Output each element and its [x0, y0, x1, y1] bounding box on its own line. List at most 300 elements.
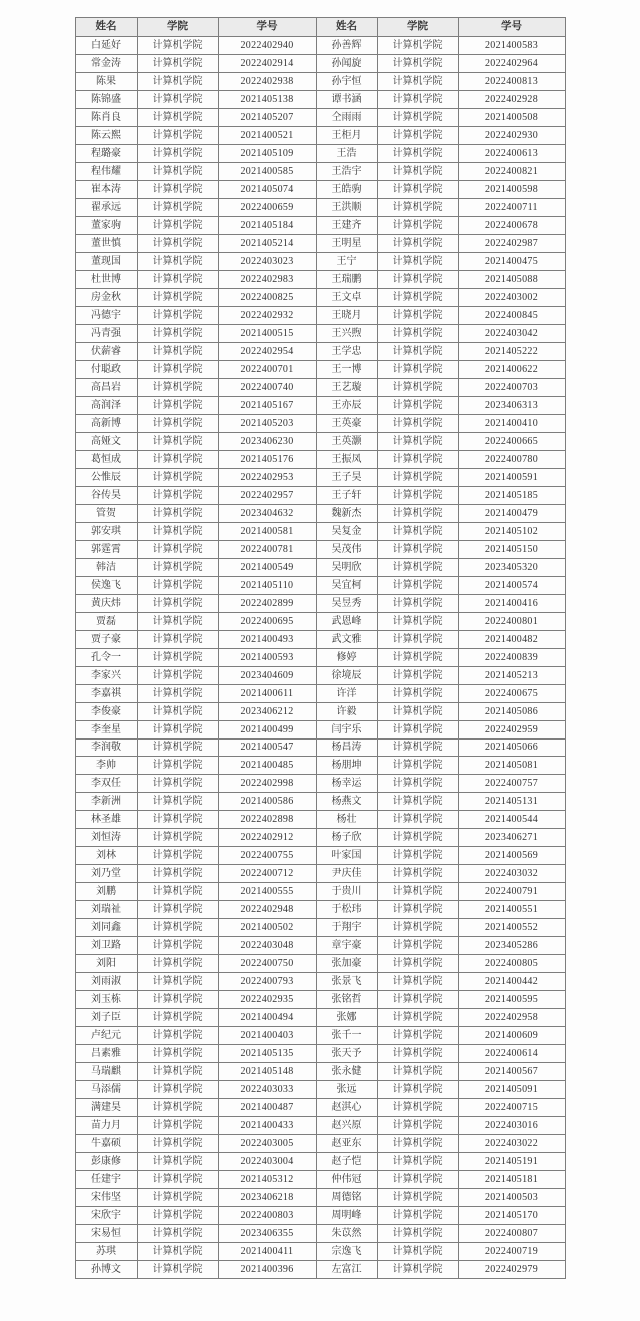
cell-college-right: 计算机学院	[377, 523, 458, 541]
cell-college-right: 计算机学院	[377, 199, 458, 217]
cell-college-left: 计算机学院	[137, 1045, 218, 1063]
cell-id-right: 2021405222	[458, 343, 565, 361]
cell-name-left: 管贺	[75, 505, 137, 523]
cell-name-left: 马瑞麒	[75, 1063, 137, 1081]
cell-name-right: 孙善辉	[316, 37, 377, 55]
cell-id-left: 2022402983	[218, 271, 316, 289]
cell-college-left: 计算机学院	[137, 1117, 218, 1135]
cell-name-left: 李奎星	[75, 721, 137, 739]
cell-college-right: 计算机学院	[377, 1027, 458, 1045]
table-row	[75, 901, 565, 919]
cell-id-right: 2021400552	[458, 919, 565, 937]
cell-id-left: 2021405214	[218, 235, 316, 253]
cell-id-right: 2023405286	[458, 937, 565, 955]
cell-id-left: 2022402914	[218, 55, 316, 73]
cell-name-left: 宋欣宇	[75, 1207, 137, 1225]
cell-college-right: 计算机学院	[377, 487, 458, 505]
cell-name-right: 吴茂伟	[316, 541, 377, 559]
cell-college-right: 计算机学院	[377, 505, 458, 523]
cell-id-left: 2021405312	[218, 1171, 316, 1189]
table-row	[75, 649, 565, 667]
header-college-left: 学院	[137, 18, 218, 37]
cell-name-left: 陈肖良	[75, 109, 137, 127]
cell-college-right: 计算机学院	[377, 541, 458, 559]
cell-college-left: 计算机学院	[137, 793, 218, 811]
cell-id-left: 2021405110	[218, 577, 316, 595]
cell-id-left: 2023406355	[218, 1225, 316, 1243]
cell-name-left: 董家驹	[75, 217, 137, 235]
cell-id-left: 2022400825	[218, 289, 316, 307]
cell-id-left: 2022400659	[218, 199, 316, 217]
cell-id-left: 2021400485	[218, 757, 316, 775]
cell-college-left: 计算机学院	[137, 1081, 218, 1099]
table-row	[75, 1081, 565, 1099]
table-row	[75, 685, 565, 703]
table-row	[75, 415, 565, 433]
cell-id-left: 2021405138	[218, 91, 316, 109]
cell-name-left: 冯德宇	[75, 307, 137, 325]
table-row	[75, 1171, 565, 1189]
cell-college-right: 计算机学院	[377, 991, 458, 1009]
cell-name-right: 王浩	[316, 145, 377, 163]
table-row	[75, 253, 565, 271]
cell-name-right: 于贵川	[316, 883, 377, 901]
cell-id-right: 2021400595	[458, 991, 565, 1009]
cell-id-left: 2022402935	[218, 991, 316, 1009]
cell-college-left: 计算机学院	[137, 379, 218, 397]
cell-name-left: 刘玉栋	[75, 991, 137, 1009]
cell-id-right: 2021400622	[458, 361, 565, 379]
cell-college-left: 计算机学院	[137, 37, 218, 55]
cell-college-right: 计算机学院	[377, 1261, 458, 1279]
cell-name-right: 王洪顺	[316, 199, 377, 217]
cell-name-right: 魏新杰	[316, 505, 377, 523]
cell-name-left: 贾子豪	[75, 631, 137, 649]
cell-college-left: 计算机学院	[137, 1063, 218, 1081]
cell-id-left: 2022402957	[218, 487, 316, 505]
cell-college-left: 计算机学院	[137, 775, 218, 793]
cell-name-right: 吴复金	[316, 523, 377, 541]
cell-id-right: 2023406313	[458, 397, 565, 415]
cell-name-left: 付聪政	[75, 361, 137, 379]
cell-college-right: 计算机学院	[377, 73, 458, 91]
cell-id-right: 2021400503	[458, 1189, 565, 1207]
cell-college-left: 计算机学院	[137, 1027, 218, 1045]
cell-id-left: 2022402998	[218, 775, 316, 793]
cell-id-right: 2022400678	[458, 217, 565, 235]
cell-name-right: 王英豪	[316, 415, 377, 433]
cell-id-right: 2022400715	[458, 1099, 565, 1117]
cell-id-left: 2021400487	[218, 1099, 316, 1117]
table-row	[75, 217, 565, 235]
table-row	[75, 1009, 565, 1027]
table-header	[75, 18, 565, 37]
cell-id-left: 2023404632	[218, 505, 316, 523]
cell-name-left: 刘瑞祉	[75, 901, 137, 919]
cell-name-right: 于翔宇	[316, 919, 377, 937]
cell-college-left: 计算机学院	[137, 1225, 218, 1243]
cell-id-left: 2022402954	[218, 343, 316, 361]
cell-college-left: 计算机学院	[137, 1153, 218, 1171]
table-row	[75, 145, 565, 163]
cell-id-left: 2022400750	[218, 955, 316, 973]
cell-name-left: 常金涛	[75, 55, 137, 73]
cell-name-right: 章宇豪	[316, 937, 377, 955]
cell-id-left: 2021400521	[218, 127, 316, 145]
cell-college-left: 计算机学院	[137, 973, 218, 991]
cell-college-left: 计算机学院	[137, 721, 218, 739]
cell-name-left: 公惟辰	[75, 469, 137, 487]
cell-college-right: 计算机学院	[377, 271, 458, 289]
table-row	[75, 991, 565, 1009]
cell-id-left: 2022402948	[218, 901, 316, 919]
cell-name-left: 刘阳	[75, 955, 137, 973]
table-row	[75, 1189, 565, 1207]
cell-name-right: 张娜	[316, 1009, 377, 1027]
cell-id-left: 2021400586	[218, 793, 316, 811]
cell-college-right: 计算机学院	[377, 163, 458, 181]
cell-college-right: 计算机学院	[377, 433, 458, 451]
cell-name-left: 侯逸飞	[75, 577, 137, 595]
cell-college-right: 计算机学院	[377, 1045, 458, 1063]
table-row	[75, 343, 565, 361]
cell-id-left: 2022403048	[218, 937, 316, 955]
cell-college-right: 计算机学院	[377, 289, 458, 307]
header-college-right: 学院	[377, 18, 458, 37]
table-row	[75, 163, 565, 181]
cell-name-left: 谷传昊	[75, 487, 137, 505]
cell-name-right: 许毅	[316, 703, 377, 721]
cell-college-right: 计算机学院	[377, 253, 458, 271]
cell-name-right: 赵兴原	[316, 1117, 377, 1135]
table-row	[75, 289, 565, 307]
table-row	[75, 37, 565, 55]
cell-name-right: 武文雅	[316, 631, 377, 649]
cell-college-left: 计算机学院	[137, 163, 218, 181]
cell-id-right: 2022400807	[458, 1225, 565, 1243]
cell-college-right: 计算机学院	[377, 559, 458, 577]
cell-name-left: 伏薪睿	[75, 343, 137, 361]
table-row	[75, 397, 565, 415]
cell-id-right: 2022402959	[458, 721, 565, 739]
cell-id-left: 2022400781	[218, 541, 316, 559]
cell-name-left: 董现国	[75, 253, 137, 271]
cell-college-left: 计算机学院	[137, 829, 218, 847]
cell-college-right: 计算机学院	[377, 847, 458, 865]
cell-id-left: 2022402898	[218, 811, 316, 829]
cell-college-right: 计算机学院	[377, 955, 458, 973]
cell-name-right: 王英灏	[316, 433, 377, 451]
cell-id-left: 2021400411	[218, 1243, 316, 1261]
cell-name-right: 王明星	[316, 235, 377, 253]
cell-college-right: 计算机学院	[377, 973, 458, 991]
cell-id-right: 2022400703	[458, 379, 565, 397]
table-row	[75, 613, 565, 631]
table-row	[75, 523, 565, 541]
cell-name-right: 孙闻旋	[316, 55, 377, 73]
cell-name-left: 李润敬	[75, 739, 137, 757]
cell-name-left: 黄庆炜	[75, 595, 137, 613]
cell-id-right: 2022400839	[458, 649, 565, 667]
cell-name-left: 李双任	[75, 775, 137, 793]
cell-name-left: 郭安琪	[75, 523, 137, 541]
cell-name-right: 谭书涵	[316, 91, 377, 109]
cell-college-right: 计算机学院	[377, 1135, 458, 1153]
cell-college-right: 计算机学院	[377, 1063, 458, 1081]
cell-college-right: 计算机学院	[377, 793, 458, 811]
header-id-right: 学号	[458, 18, 565, 37]
cell-id-left: 2022402912	[218, 829, 316, 847]
cell-id-right: 2022402987	[458, 235, 565, 253]
table-row	[75, 955, 565, 973]
cell-college-left: 计算机学院	[137, 253, 218, 271]
cell-name-right: 王学忠	[316, 343, 377, 361]
cell-id-right: 2022402958	[458, 1009, 565, 1027]
cell-name-right: 王兴煦	[316, 325, 377, 343]
cell-college-right: 计算机学院	[377, 811, 458, 829]
cell-name-left: 陈锦盛	[75, 91, 137, 109]
cell-college-left: 计算机学院	[137, 1099, 218, 1117]
cell-name-right: 闫宇乐	[316, 721, 377, 739]
cell-name-left: 刘雨淑	[75, 973, 137, 991]
cell-id-right: 2021405185	[458, 487, 565, 505]
cell-college-left: 计算机学院	[137, 451, 218, 469]
cell-name-right: 武恩峰	[316, 613, 377, 631]
cell-college-right: 计算机学院	[377, 685, 458, 703]
cell-name-left: 高娅文	[75, 433, 137, 451]
cell-id-right: 2021405181	[458, 1171, 565, 1189]
cell-name-right: 吴宜柯	[316, 577, 377, 595]
cell-college-left: 计算机学院	[137, 487, 218, 505]
cell-name-left: 苗力月	[75, 1117, 137, 1135]
cell-college-right: 计算机学院	[377, 1225, 458, 1243]
table-row	[75, 127, 565, 145]
cell-name-left: 房金秋	[75, 289, 137, 307]
cell-name-right: 许洋	[316, 685, 377, 703]
table-row	[75, 1063, 565, 1081]
cell-name-left: 卢纪元	[75, 1027, 137, 1045]
cell-id-left: 2021405109	[218, 145, 316, 163]
table-row	[75, 325, 565, 343]
cell-id-left: 2021405148	[218, 1063, 316, 1081]
cell-name-left: 葛恒成	[75, 451, 137, 469]
cell-id-left: 2021400499	[218, 721, 316, 739]
cell-id-right: 2022403016	[458, 1117, 565, 1135]
table-row	[75, 1243, 565, 1261]
cell-id-left: 2021400581	[218, 523, 316, 541]
table-row	[75, 235, 565, 253]
cell-college-right: 计算机学院	[377, 325, 458, 343]
cell-id-right: 2021400544	[458, 811, 565, 829]
cell-name-left: 孙博文	[75, 1261, 137, 1279]
cell-name-right: 王艺璇	[316, 379, 377, 397]
table-row	[75, 577, 565, 595]
cell-name-left: 彭康修	[75, 1153, 137, 1171]
cell-name-right: 赵子恺	[316, 1153, 377, 1171]
cell-name-right: 王振凤	[316, 451, 377, 469]
cell-college-right: 计算机学院	[377, 217, 458, 235]
cell-college-left: 计算机学院	[137, 415, 218, 433]
cell-name-left: 郭霆霄	[75, 541, 137, 559]
cell-id-right: 2021405086	[458, 703, 565, 721]
cell-id-right: 2022402979	[458, 1261, 565, 1279]
cell-id-left: 2021400549	[218, 559, 316, 577]
table-row	[75, 919, 565, 937]
table-row	[75, 883, 565, 901]
table-row	[75, 307, 565, 325]
cell-id-right: 2021400416	[458, 595, 565, 613]
cell-name-right: 张千一	[316, 1027, 377, 1045]
cell-name-left: 苏琪	[75, 1243, 137, 1261]
cell-id-left: 2022402899	[218, 595, 316, 613]
cell-college-right: 计算机学院	[377, 37, 458, 55]
table-row	[75, 91, 565, 109]
student-table-body	[75, 37, 565, 1279]
cell-name-right: 王宁	[316, 253, 377, 271]
cell-college-left: 计算机学院	[137, 469, 218, 487]
table-row	[75, 361, 565, 379]
cell-college-right: 计算机学院	[377, 613, 458, 631]
cell-name-right: 于松玮	[316, 901, 377, 919]
cell-college-left: 计算机学院	[137, 703, 218, 721]
cell-name-right: 杨子欣	[316, 829, 377, 847]
cell-college-left: 计算机学院	[137, 613, 218, 631]
cell-id-right: 2022400801	[458, 613, 565, 631]
cell-id-right: 2021400410	[458, 415, 565, 433]
cell-college-right: 计算机学院	[377, 1117, 458, 1135]
cell-id-right: 2021405081	[458, 757, 565, 775]
cell-id-left: 2021400555	[218, 883, 316, 901]
cell-college-right: 计算机学院	[377, 415, 458, 433]
cell-id-left: 2022400755	[218, 847, 316, 865]
table-row	[75, 109, 565, 127]
cell-name-left: 杜世博	[75, 271, 137, 289]
cell-name-right: 王子轩	[316, 487, 377, 505]
cell-id-left: 2021400403	[218, 1027, 316, 1045]
cell-id-right: 2021400567	[458, 1063, 565, 1081]
cell-id-right: 2023406271	[458, 829, 565, 847]
cell-name-left: 高昌岩	[75, 379, 137, 397]
table-row	[75, 973, 565, 991]
cell-id-right: 2021405150	[458, 541, 565, 559]
cell-college-left: 计算机学院	[137, 919, 218, 937]
cell-college-right: 计算机学院	[377, 901, 458, 919]
header-name-right: 姓名	[316, 18, 377, 37]
cell-name-right: 张天予	[316, 1045, 377, 1063]
cell-college-right: 计算机学院	[377, 379, 458, 397]
cell-college-left: 计算机学院	[137, 847, 218, 865]
table-row	[75, 1225, 565, 1243]
cell-college-left: 计算机学院	[137, 1009, 218, 1027]
cell-name-left: 任建宇	[75, 1171, 137, 1189]
header-id-left: 学号	[218, 18, 316, 37]
cell-name-left: 董世慎	[75, 235, 137, 253]
cell-id-left: 2021400593	[218, 649, 316, 667]
cell-college-right: 计算机学院	[377, 451, 458, 469]
cell-id-left: 2021400396	[218, 1261, 316, 1279]
cell-name-right: 朱苡然	[316, 1225, 377, 1243]
cell-college-right: 计算机学院	[377, 127, 458, 145]
cell-college-right: 计算机学院	[377, 595, 458, 613]
cell-college-left: 计算机学院	[137, 901, 218, 919]
cell-id-right: 2021400574	[458, 577, 565, 595]
cell-college-right: 计算机学院	[377, 739, 458, 757]
cell-name-right: 张景飞	[316, 973, 377, 991]
cell-id-left: 2021400493	[218, 631, 316, 649]
cell-id-right: 2022400757	[458, 775, 565, 793]
cell-college-left: 计算机学院	[137, 307, 218, 325]
cell-college-left: 计算机学院	[137, 757, 218, 775]
cell-college-left: 计算机学院	[137, 433, 218, 451]
table-row	[75, 793, 565, 811]
cell-id-right: 2021405170	[458, 1207, 565, 1225]
cell-id-left: 2022400712	[218, 865, 316, 883]
cell-college-left: 计算机学院	[137, 811, 218, 829]
cell-college-left: 计算机学院	[137, 595, 218, 613]
cell-id-right: 2022400675	[458, 685, 565, 703]
cell-id-right: 2021400569	[458, 847, 565, 865]
cell-id-right: 2022402928	[458, 91, 565, 109]
cell-name-left: 李俊豪	[75, 703, 137, 721]
cell-name-left: 高润泽	[75, 397, 137, 415]
cell-name-left: 马添儒	[75, 1081, 137, 1099]
cell-id-right: 2021405066	[458, 739, 565, 757]
cell-college-right: 计算机学院	[377, 865, 458, 883]
cell-college-right: 计算机学院	[377, 235, 458, 253]
cell-id-right: 2022400613	[458, 145, 565, 163]
cell-college-left: 计算机学院	[137, 343, 218, 361]
table-row	[75, 559, 565, 577]
cell-id-right: 2022400614	[458, 1045, 565, 1063]
cell-college-right: 计算机学院	[377, 343, 458, 361]
cell-id-right: 2022400813	[458, 73, 565, 91]
table-row	[75, 181, 565, 199]
table-row	[75, 505, 565, 523]
cell-college-left: 计算机学院	[137, 631, 218, 649]
table-row	[75, 703, 565, 721]
table-row	[75, 469, 565, 487]
cell-college-left: 计算机学院	[137, 1135, 218, 1153]
cell-college-left: 计算机学院	[137, 739, 218, 757]
cell-id-right: 2021405088	[458, 271, 565, 289]
cell-college-right: 计算机学院	[377, 1189, 458, 1207]
cell-id-right: 2021405191	[458, 1153, 565, 1171]
cell-college-left: 计算机学院	[137, 55, 218, 73]
cell-id-right: 2022400821	[458, 163, 565, 181]
table-row	[75, 721, 565, 739]
cell-id-right: 2022400719	[458, 1243, 565, 1261]
cell-id-right: 2022400665	[458, 433, 565, 451]
cell-id-left: 2021405167	[218, 397, 316, 415]
cell-id-left: 2021400585	[218, 163, 316, 181]
cell-name-left: 刘同鑫	[75, 919, 137, 937]
cell-name-left: 牛嘉硕	[75, 1135, 137, 1153]
cell-id-left: 2022400701	[218, 361, 316, 379]
cell-id-right: 2022402964	[458, 55, 565, 73]
table-row	[75, 1261, 565, 1279]
cell-college-right: 计算机学院	[377, 109, 458, 127]
cell-id-right: 2023405320	[458, 559, 565, 577]
table-row	[75, 1045, 565, 1063]
table-row	[75, 199, 565, 217]
cell-id-right: 2021400551	[458, 901, 565, 919]
cell-id-right: 2021400591	[458, 469, 565, 487]
cell-name-left: 刘林	[75, 847, 137, 865]
cell-name-left: 冯青强	[75, 325, 137, 343]
cell-college-left: 计算机学院	[137, 577, 218, 595]
cell-college-right: 计算机学院	[377, 721, 458, 739]
cell-id-left: 2021405184	[218, 217, 316, 235]
